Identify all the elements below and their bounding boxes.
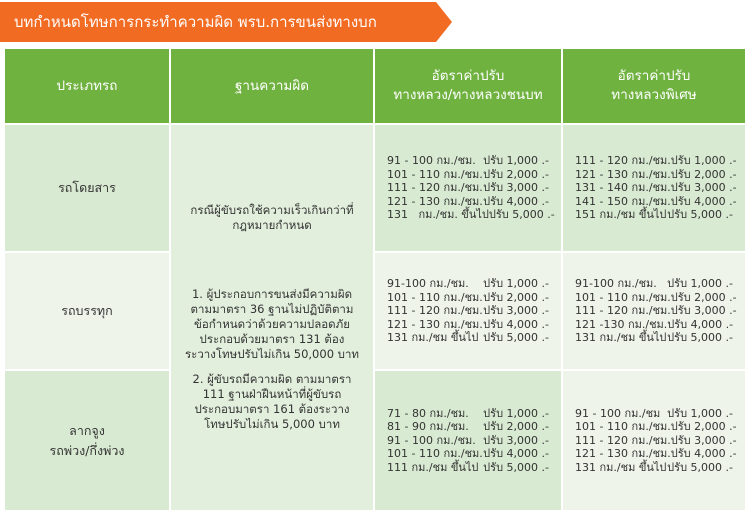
page-title: บทกำหนดโทษการกระทำความผิด พรบ.การขนส่งทางบก — [14, 13, 377, 31]
rate-line: 91-100 กม./ชม. ปรับ 1,000 .- — [387, 277, 549, 291]
rate-line: 121 -130 กม./ชม. ปรับ 4,000 .- — [575, 317, 734, 331]
rate-line: 81 - 90 กม./ชม. ปรับ 2,000 .- — [387, 420, 549, 434]
rate-line: 91 - 100 กม./ชม ปรับ 1,000 .- — [575, 406, 733, 420]
rate-line: 101 - 110 กม./ชม. ปรับ 2,000 .- — [387, 167, 549, 181]
offense-driver: 2. ผู้ขับรถมีความผิด ตามมาตรา 111 ฐานฝ่าฝืนหน้าที่ผู้ขับรถ ประกอบมาตรา 161 ต้องระวางโทษปรับไม่เกิน 5,000 บาท — [192, 372, 352, 431]
rate-special-bus — [562, 124, 746, 252]
rate-line: 101 - 110 กม./ชม. ปรับ 2,000 .- — [575, 290, 737, 304]
rate-line: 121 - 130 กม./ชม. ปรับ 4,000 .- — [575, 447, 737, 461]
fine-rates-table — [3, 47, 747, 512]
table-row — [4, 252, 746, 370]
offense-operator: 1. ผู้ประกอบการขนส่งมีความผิดตามมาตรา 36 ฐานไม่ปฏิบัติตามข้อกำหนดว่าด้วยความปลอดภัย ประกอบด้วยมาตรา 131 ต้องระวางโทษปรับไม่เกิน 50,000 บาท — [185, 287, 360, 361]
rate-special-truck — [562, 252, 746, 370]
rate-line: 121 - 130 กม./ชม. ปรับ 4,000 .- — [387, 194, 549, 208]
rate-line: 101 - 110 กม./ชม. ปรับ 4,000 .- — [387, 447, 549, 461]
rate-line: 111 - 120 กม./ชม. ปรับ 1,000 .- — [575, 154, 737, 168]
rate-highway-trailer — [374, 370, 562, 511]
rate-line: 71 - 80 กม./ชม. ปรับ 1,000 .- — [387, 406, 549, 420]
table-row — [4, 370, 746, 511]
vehicle-type-truck: รถบรรทุก — [4, 252, 170, 370]
rate-line: 131 กม./ชม. ขึ้นไป ปรับ 5,000 .- — [387, 208, 555, 222]
header-rate-highway — [374, 48, 562, 124]
rate-line: 91-100 กม./ชม. ปรับ 1,000 .- — [575, 277, 733, 291]
rate-line: 111 กม./ชม ขึ้นไป ปรับ 5,000 .- — [387, 460, 549, 474]
rate-line: 121 - 130 กม./ชม. ปรับ 2,000 .- — [575, 167, 737, 181]
table-row — [4, 124, 746, 252]
rate-line: 111 - 120 กม./ชม. ปรับ 3,000 .- — [387, 304, 549, 318]
rate-line: 101 - 110 กม./ชม. ปรับ 2,000 .- — [387, 290, 549, 304]
vehicle-type-trailer-line2: รถพ่วง/กึ่งพ่วง — [49, 442, 125, 458]
header-rate-special-line1: อัตราค่าปรับ — [617, 68, 691, 84]
offense-basis-cell — [170, 124, 374, 511]
rate-line: 131 - 140 กม./ชม. ปรับ 3,000 .- — [575, 181, 737, 195]
header-rate-special — [562, 48, 746, 124]
rate-line: 121 - 130 กม./ชม. ปรับ 4,000 .- — [387, 317, 549, 331]
table-header-row — [4, 48, 746, 124]
title-banner — [0, 2, 452, 42]
header-rate-highway-line2: ทางหลวง/ทางหลวงชนบท — [393, 87, 543, 103]
rate-line: 131 กม./ชม ขึ้นไป ปรับ 5,000 .- — [387, 331, 549, 345]
rate-line: 131 กม./ชม ขึ้นไป ปรับ 5,000 .- — [575, 460, 733, 474]
header-rate-highway-line1: อัตราค่าปรับ — [431, 68, 505, 84]
header-rate-special-line2: ทางหลวงพิเศษ — [611, 87, 697, 103]
rate-line: 131 กม./ชม ขึ้นไป ปรับ 5,000 .- — [575, 331, 733, 345]
rate-line: 141 - 150 กม./ชม. ปรับ 4,000 .- — [575, 194, 737, 208]
vehicle-type-trailer-line1: ลากจูง — [69, 422, 105, 438]
vehicle-type-trailer — [4, 370, 170, 511]
rate-line: 91 - 100 กม./ชม. ปรับ 1,000 .- — [387, 154, 549, 168]
header-vehicle-type: ประเภทรถ — [4, 48, 170, 124]
offense-speeding: กรณีผู้ขับรถใช้ความเร็วเกินกว่าที่กฎหมายกำหนด — [190, 203, 354, 232]
rate-line: 101 - 110 กม./ชม. ปรับ 2,000 .- — [575, 420, 737, 434]
rate-line: 151 กม./ชม ขึ้นไป ปรับ 5,000 .- — [575, 208, 733, 222]
rate-line: 111 - 120 กม./ชม. ปรับ 3,000 .- — [387, 181, 549, 195]
rate-line: 111 - 120 กม./ชม. ปรับ 3,000 .- — [575, 304, 737, 318]
vehicle-type-bus: รถโดยสาร — [4, 124, 170, 252]
rate-highway-truck — [374, 252, 562, 370]
rate-special-trailer — [562, 370, 746, 511]
rate-line: 91 - 100 กม./ชม. ปรับ 3,000 .- — [387, 433, 549, 447]
header-offense-basis: ฐานความผิด — [170, 48, 374, 124]
rate-line: 111 - 120 กม./ชม. ปรับ 3,000 .- — [575, 433, 737, 447]
rate-highway-bus — [374, 124, 562, 252]
